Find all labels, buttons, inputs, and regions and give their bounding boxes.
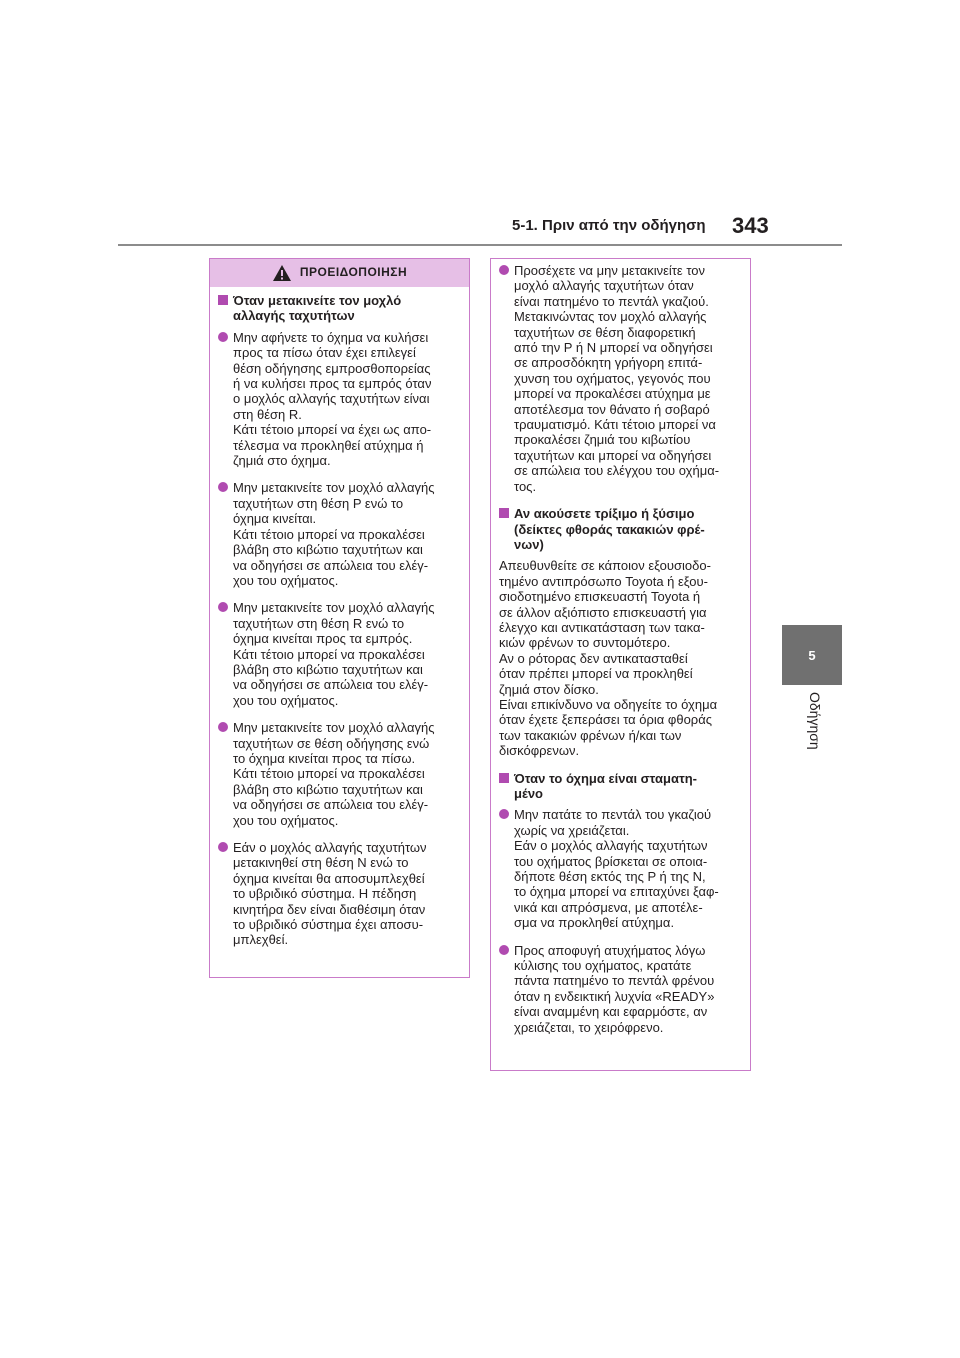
list-item xyxy=(499,943,742,1035)
header-title: 5-1. Πριν από την οδήγηση xyxy=(512,217,706,234)
section-title: Όταν μετακινείτε τον μοχλό αλλαγής ταχυτήτων xyxy=(233,293,402,324)
list-item xyxy=(218,480,461,588)
circle-bullet-icon xyxy=(218,722,228,732)
warning-heading: ΠΡΟΕΙΔΟΠΟΙΗΣΗ xyxy=(299,265,408,280)
square-bullet-icon xyxy=(499,508,509,518)
circle-bullet-icon xyxy=(218,332,228,342)
page-number: 343 xyxy=(732,213,769,238)
list-item-text: Μην αφήνετε το όχημα να κυλήσει προς τα πίσω όταν έχει επιλεγεί θέση οδήγησης εμπροσθοπορείας ή να κυλήσει προς τα εμπρός όταν ο μοχλός αλλαγής ταχυτήτων είναι στη θέση R. Κάτι τέτοιο μπορεί να έχει ως απο- τέλεσμα να προκληθεί ατύχημα ή ζημιά στο όχημα. xyxy=(233,329,432,469)
list-item-text: Μην μετακινείτε τον μοχλό αλλαγής ταχυτήτων στη θέση R ενώ το όχημα κινείται προς τα εμπρός. Κάτι τέτοιο μπορεί να προκαλέσει βλάβη στο κιβώτιο ταχυτήτων και να οδηγήσει σε απώλεια του ελέγ- χου του οχήματος. xyxy=(233,600,435,708)
circle-bullet-icon xyxy=(499,809,509,819)
circle-bullet-icon xyxy=(218,842,228,852)
section-heading xyxy=(499,506,742,552)
square-bullet-icon xyxy=(218,295,228,305)
circle-bullet-icon xyxy=(499,265,509,275)
list-item xyxy=(218,600,461,708)
circle-bullet-icon xyxy=(218,482,228,492)
warning-header xyxy=(210,259,469,287)
list-item xyxy=(218,330,461,469)
circle-bullet-icon xyxy=(218,602,228,612)
list-item-text: Εάν ο μοχλός αλλαγής ταχυτήτων μετακινηθεί στη θέση N ενώ το όχημα κινείται θα αποσυμπλεχθεί το υβριδικό σύστημα. Η πέδηση κινητήρα δεν είναι διαθέσιμη όταν το υβριδικό σύστημα έχει αποσυ- μπλεχθεί. xyxy=(233,840,427,948)
list-item xyxy=(218,720,461,828)
warning-box xyxy=(209,258,470,978)
list-item xyxy=(499,807,742,930)
warning-box-continued xyxy=(490,258,751,1071)
chapter-tab: 5 xyxy=(782,625,842,685)
warning-triangle-icon xyxy=(272,264,292,282)
section-heading xyxy=(218,293,461,324)
chapter-label: Οδήγηση xyxy=(807,692,823,750)
section-title: Όταν το όχημα είναι σταματη- μένο xyxy=(514,770,698,801)
section-paragraph: Απευθυνθείτε σε κάποιον εξουσιοδο- τημένο αντιπρόσωπο Toyota ή εξου- σιοδοτημένο επισκευαστή Toyota ή σε άλλον αξιόπιστο επισκευαστή για έλεγχο και αντικατάσταση των τακα- κιών φρένων το συντομότερο. Αν ο ρότορας δεν αντικατασταθεί όταν πρέπει μπορεί να προκληθεί ζημιά στον δίσκο. Είναι επικίνδυνο να οδηγείτε το όχημα όταν έχετε ξεπεράσει τα όρια φθοράς των τακακιών φρένων ή/και των δισκόφρενων. xyxy=(499,558,718,759)
list-item xyxy=(499,263,742,494)
list-item-text: Προς αποφυγή ατυχήματος λόγω κύλισης του οχήματος, κρατάτε πάντα πατημένο το πεντάλ φρένου όταν η ενδεικτική λυχνία «READY» είναι αναμμένη και εφαρμόστε, αν χρειάζεται, το χειρόφρενο. xyxy=(514,942,715,1035)
square-bullet-icon xyxy=(499,773,509,783)
list-item-text: Μην μετακινείτε τον μοχλό αλλαγής ταχυτήτων σε θέση οδήγησης ενώ το όχημα κινείται προς τα πίσω. Κάτι τέτοιο μπορεί να προκαλέσει βλάβη στο κιβώτιο ταχυτήτων και να οδηγήσει σε απώλεια του ελέγ- χου του οχήματος. xyxy=(233,720,435,828)
list-item-text: Μην μετακινείτε τον μοχλό αλλαγής ταχυτήτων στη θέση P ενώ το όχημα κινείται. Κάτι τέτοιο μπορεί να προκαλέσει βλάβη στο κιβώτιο ταχυτήτων και να οδηγήσει σε απώλεια του ελέγ- χου του οχήματος. xyxy=(233,480,435,588)
list-item-text: Προσέχετε να μην μετακινείτε τον μοχλό αλλαγής ταχυτήτων όταν είναι πατημένο το πεντάλ γκαζιού. Μετακινώντας τον μοχλό αλλαγής ταχυτήτων σε θέση διαφορετική από την P ή N μπορεί να οδηγήσει σε απροσδόκητη γρήγορη επιτά- χυνση του οχήματος, γεγονός που μπορεί να προκαλέσει ατύχημα με αποτέλεσμα τον θάνατο ή σοβαρό τραυματισμό. Κάτι τέτοιο μπορεί να προκαλέσει ζημιά του κιβωτίου ταχυτήτων και μπορεί να οδηγήσει σε απώλεια του ελέγχου του οχήμα- τος. xyxy=(514,263,720,494)
section-heading xyxy=(499,771,742,802)
header-divider xyxy=(118,244,842,246)
circle-bullet-icon xyxy=(499,945,509,955)
section-title: Αν ακούσετε τρίξιμο ή ξύσιμο (δείκτες φθοράς τακακιών φρέ- νων) xyxy=(514,506,705,552)
list-item-text: Μην πατάτε το πεντάλ του γκαζιού χωρίς να χρειάζεται. Εάν ο μοχλός αλλαγής ταχυτήτων του οχήματος βρίσκεται σε οποια- δήποτε θέση εκτός της P ή της N, το όχημα μπορεί να επιταχύνει ξαφ- νικά και απρόσμενα, με αποτέλε- σμα να προκληθεί ατύχημα. xyxy=(514,807,719,931)
list-item xyxy=(218,840,461,948)
